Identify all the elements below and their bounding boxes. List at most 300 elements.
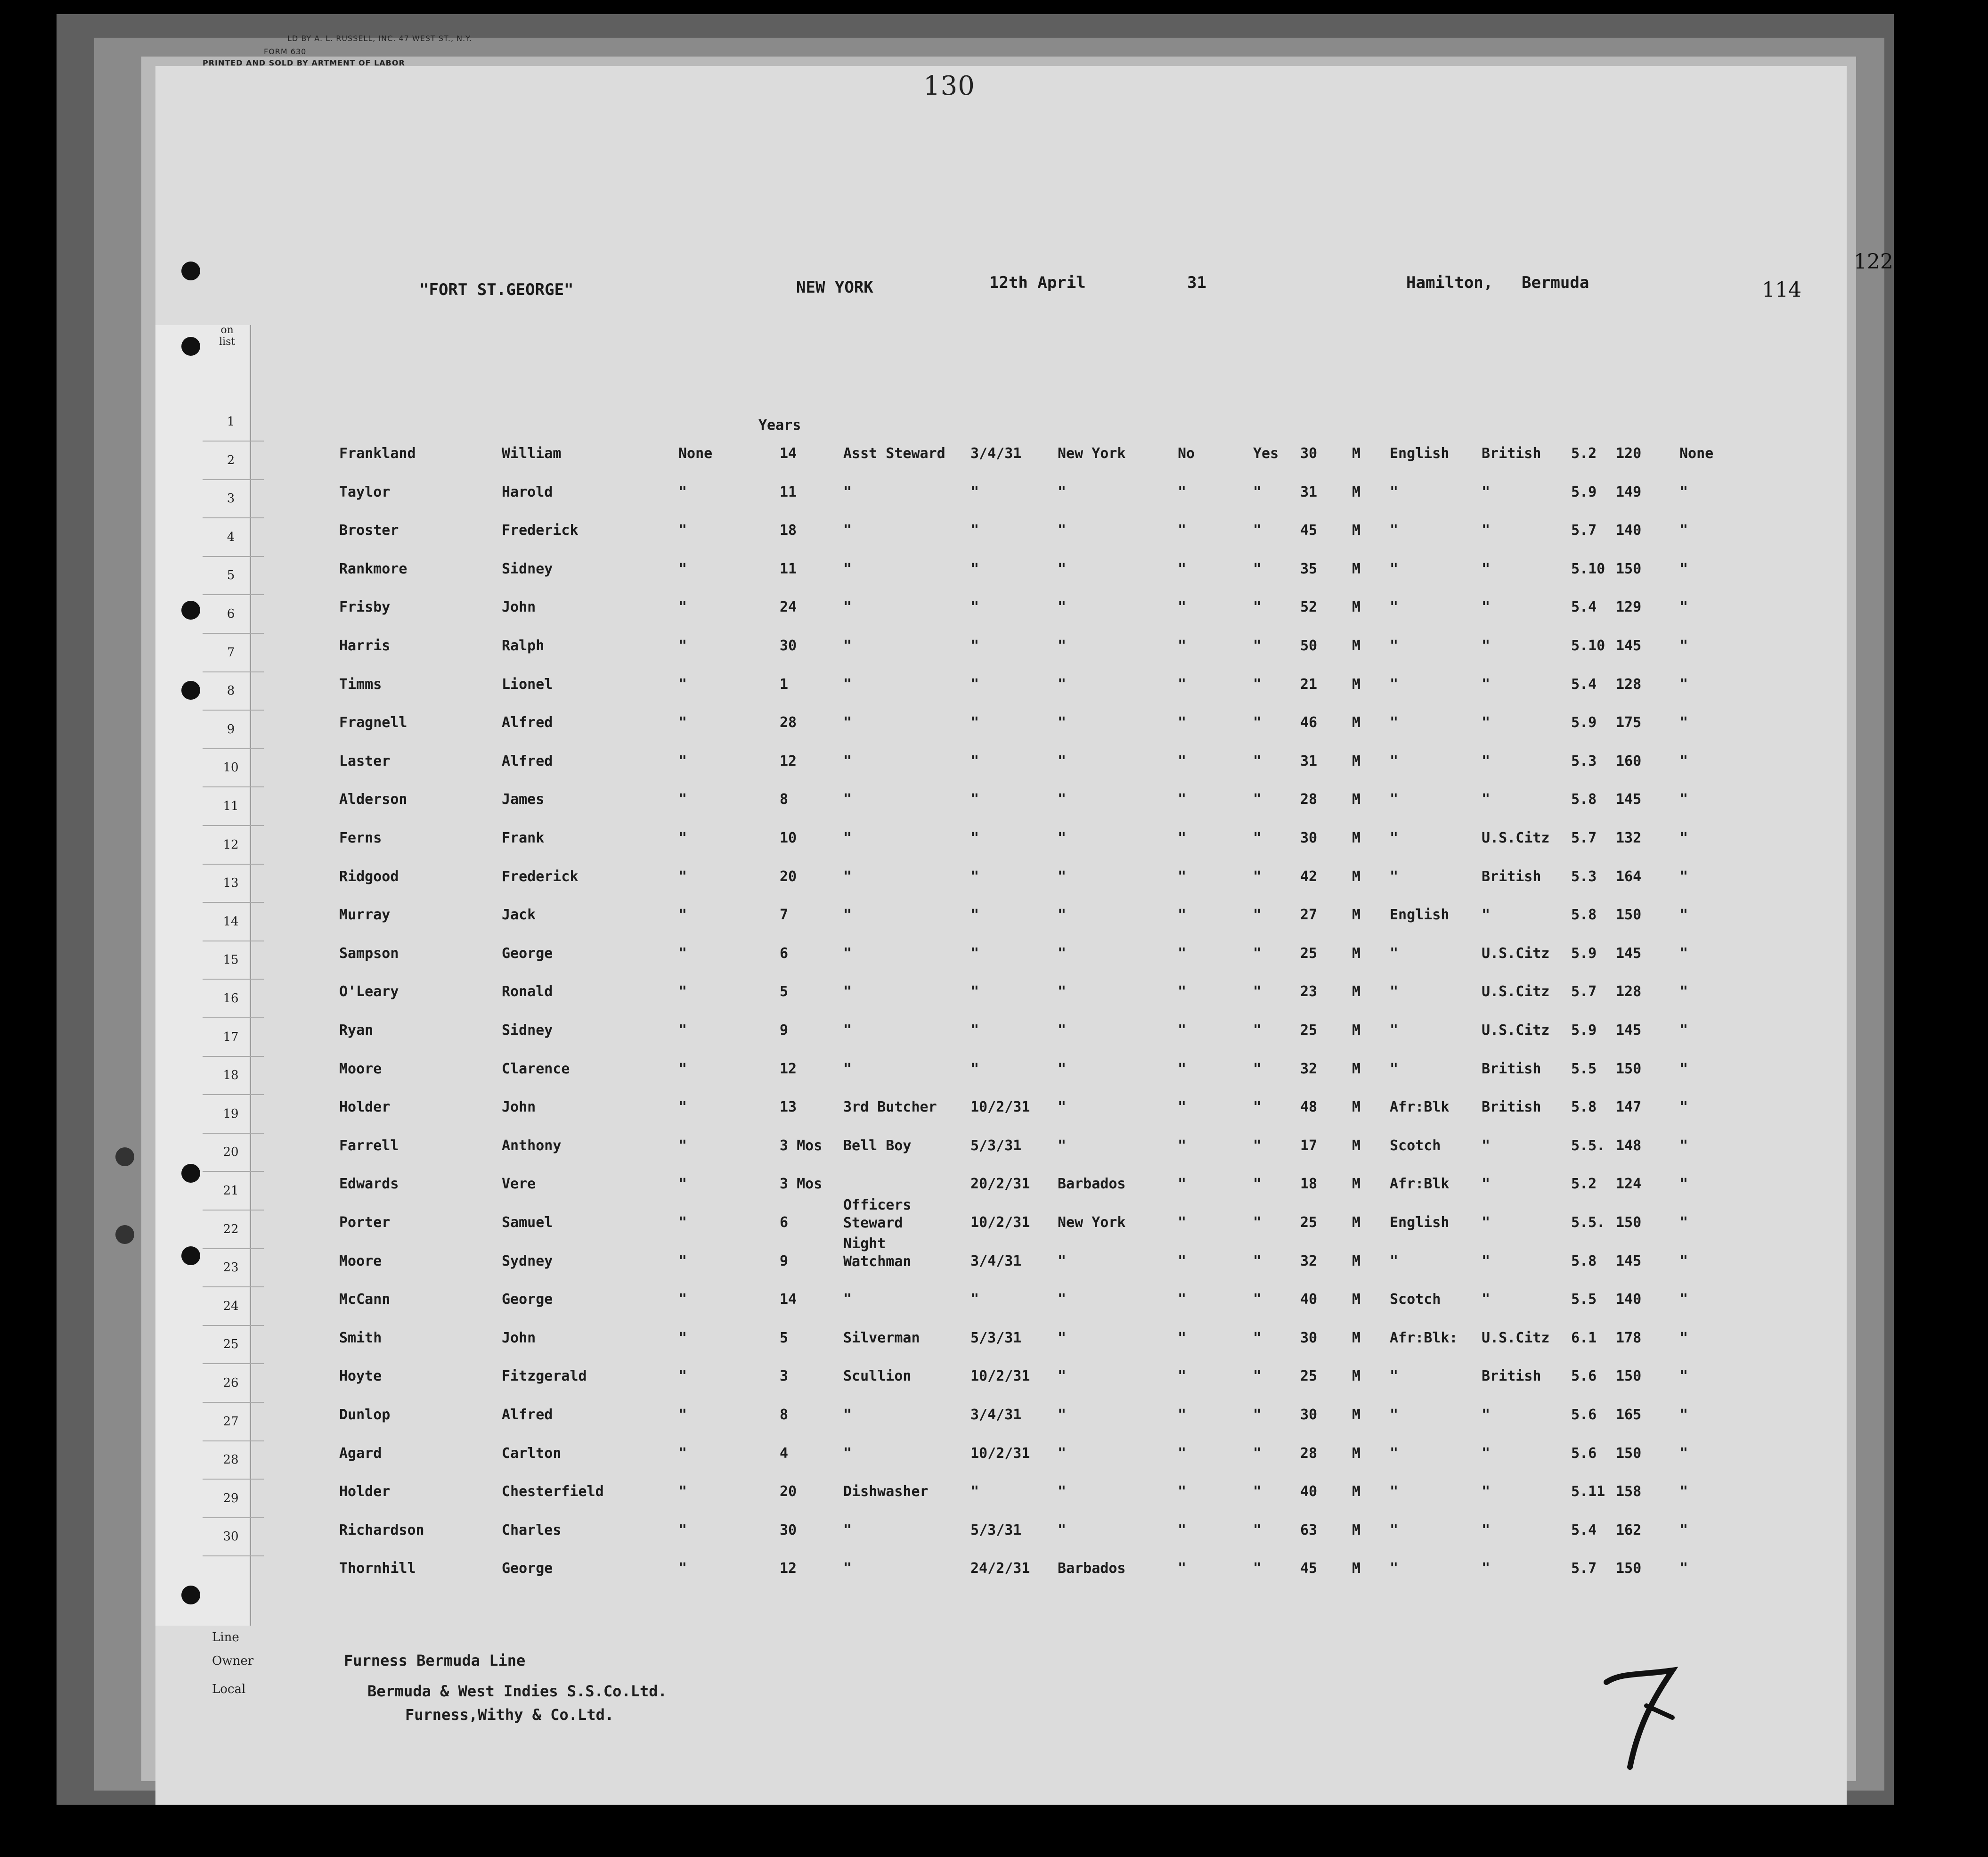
cell-eng: " [970,714,979,731]
cell-eng: " [970,1060,979,1077]
cell-marks: " [1679,638,1688,654]
line-number: 21 [223,1184,239,1198]
cell-sex: M [1352,1445,1361,1462]
cell-age: 30 [1300,1407,1318,1423]
cell-pos: " [843,753,852,769]
cell-ht: 5.7 [1571,1560,1597,1577]
cell-marks: " [1679,1329,1688,1346]
cell-yrs: 10 [780,830,797,846]
cell-eng: 10/2/31 [970,1445,1030,1462]
cell-nat: " [1482,1137,1491,1154]
line-number: 11 [223,799,239,813]
cell-eng: " [970,868,979,885]
cell-wt: 150 [1616,1214,1642,1231]
cell-marks: " [1679,522,1688,539]
cell-c9: " [1253,1522,1262,1538]
department-line: PRINTED AND SOLD BY ARTMENT OF LABOR [203,58,405,67]
cell-c3: " [678,1137,687,1154]
cell-wt: 145 [1616,945,1642,962]
cell-surname: Ferns [339,830,382,846]
cell-ht: 5.8 [1571,1099,1597,1116]
cell-age: 28 [1300,1445,1318,1462]
cell-pos: Silverman [843,1329,920,1346]
cell-race: Afr:Blk: [1390,1329,1458,1346]
cell-c3: " [678,599,687,616]
cell-wt: 145 [1616,1022,1642,1039]
cell-race: " [1390,1022,1399,1039]
cell-marks: " [1679,1022,1688,1039]
cell-c8: " [1178,522,1187,539]
cell-eng: 24/2/31 [970,1560,1030,1577]
cell-ht: 5.7 [1571,522,1597,539]
cell-marks: " [1679,1483,1688,1500]
cell-c8: " [1178,1099,1187,1116]
cell-wt: 160 [1616,753,1642,769]
cell-pos: " [843,830,852,846]
cell-c3: " [678,638,687,654]
cell-sex: M [1352,1560,1361,1577]
steamship-line: Furness Bermuda Line [344,1652,526,1669]
cell-pos: " [843,714,852,731]
line-number: 24 [223,1299,239,1313]
cell-race: " [1390,522,1399,539]
cell-sex: M [1352,599,1361,616]
ruled-line [203,1210,264,1211]
cell-c8: " [1178,1407,1187,1423]
cell-eng: 5/3/31 [970,1137,1022,1154]
cell-wt: 150 [1616,560,1642,577]
ruled-line [203,1402,264,1403]
cell-pos: " [843,983,852,1000]
ruled-line [203,517,264,518]
cell-sex: M [1352,714,1361,731]
cell-age: 31 [1300,483,1318,500]
cell-where: Barbados [1058,1560,1126,1577]
cell-c3: " [678,676,687,693]
cell-wt: 132 [1616,830,1642,846]
cell-sex: M [1352,1060,1361,1077]
line-number: 26 [223,1376,239,1390]
cell-where: " [1058,753,1067,769]
cell-pos: " [843,1022,852,1039]
cell-c9: " [1253,676,1262,693]
cell-marks: " [1679,1099,1688,1116]
cell-given: Frederick [502,522,578,539]
cell-where: " [1058,638,1067,654]
cell-marks: " [1679,1137,1688,1154]
cell-yrs: 4 [780,1445,789,1462]
cell-age: 32 [1300,1252,1318,1269]
ruled-line [203,1171,264,1172]
ruled-line [203,479,264,480]
cell-yrs: 12 [780,1560,797,1577]
cell-wt: 147 [1616,1099,1642,1116]
cell-given: Lionel [502,676,553,693]
cell-given: Ronald [502,983,553,1000]
cell-yrs: 7 [780,907,789,924]
handwritten-number: 130 [923,71,975,101]
cell-wt: 145 [1616,638,1642,654]
line-number: 14 [223,914,239,929]
cell-wt: 164 [1616,868,1642,885]
cell-c9: " [1253,1137,1262,1154]
cell-given: John [502,1099,536,1116]
cell-c8: " [1178,1291,1187,1308]
cell-pos: " [843,907,852,924]
cell-given: Sidney [502,560,553,577]
cell-surname: Thornhill [339,1560,416,1577]
cell-c3: " [678,1560,687,1577]
cell-age: 63 [1300,1522,1318,1538]
cell-yrs: 18 [780,522,797,539]
cell-c8: " [1178,791,1187,808]
cell-c9: " [1253,1560,1262,1577]
cell-pos: " [843,868,852,885]
cell-ht: 5.9 [1571,945,1597,962]
cell-c3: " [678,791,687,808]
cell-nat: " [1482,1560,1491,1577]
line-number: 12 [223,837,239,852]
line-number: 23 [223,1260,239,1275]
cell-age: 25 [1300,1022,1318,1039]
cell-pos: " [843,1522,852,1538]
cell-yrs: 5 [780,983,789,1000]
cell-c3: " [678,1022,687,1039]
line-number: 13 [223,876,239,891]
cell-c9: " [1253,599,1262,616]
cell-given: George [502,945,553,962]
cell-yrs: 20 [780,868,797,885]
cell-where: " [1058,599,1067,616]
cell-c9: " [1253,830,1262,846]
cell-given: Alfred [502,1407,553,1423]
cell-pos: " [843,522,852,539]
cell-wt: 145 [1616,1252,1642,1269]
cell-nat: " [1482,676,1491,693]
cell-surname: Fragnell [339,714,407,731]
cell-yrs: 5 [780,1329,789,1346]
cell-given: Alfred [502,714,553,731]
ruled-line [203,556,264,557]
cell-wt: 148 [1616,1137,1642,1154]
ruled-line [203,671,264,672]
cell-ht: 5.9 [1571,714,1597,731]
cell-sex: M [1352,907,1361,924]
cell-surname: Moore [339,1252,382,1269]
cell-c3: " [678,483,687,500]
corner-page-number: 122 [1854,250,1893,274]
ruled-line [203,1056,264,1057]
cell-surname: Farrell [339,1137,399,1154]
cell-given: John [502,599,536,616]
cell-wt: 150 [1616,1060,1642,1077]
cell-ht: 5.3 [1571,753,1597,769]
cell-pos: " [843,945,852,962]
cell-surname: Holder [339,1483,391,1500]
ruled-line [203,1248,264,1249]
cell-race: " [1390,1060,1399,1077]
cell-marks: " [1679,560,1688,577]
cell-ht: 5.9 [1571,483,1597,500]
cell-yrs: 9 [780,1252,789,1269]
cell-marks: " [1679,483,1688,500]
cell-surname: Hoyte [339,1368,382,1385]
cell-c8: " [1178,1329,1187,1346]
cell-age: 45 [1300,522,1318,539]
cell-eng: 10/2/31 [970,1368,1030,1385]
cell-where: " [1058,714,1067,731]
cell-ht: 5.5. [1571,1137,1605,1154]
ruled-line [203,748,264,749]
local-label: Local [212,1682,246,1696]
cell-race: " [1390,868,1399,885]
cell-sex: M [1352,1407,1361,1423]
cell-pos: " [843,599,852,616]
cell-c9: " [1253,638,1262,654]
cell-marks: " [1679,1560,1688,1577]
cell-ht: 5.8 [1571,907,1597,924]
cell-yrs: 8 [780,1407,789,1423]
cell-c9: " [1253,907,1262,924]
cell-ht: 5.4 [1571,599,1597,616]
cell-yrs: 12 [780,1060,797,1077]
line-number: 9 [227,722,235,736]
cell-yrs: 9 [780,1022,789,1039]
cell-c9: " [1253,1099,1262,1116]
cell-eng: 10/2/31 [970,1099,1030,1116]
cell-pos: " [843,1060,852,1077]
ruled-line [203,710,264,711]
cell-surname: Sampson [339,945,399,962]
cell-yrs: 14 [780,445,797,462]
arrival-date: 12th April [989,273,1086,292]
cell-c9: " [1253,483,1262,500]
cell-pos: Bell Boy [843,1137,912,1154]
cell-pos: " [843,1560,852,1577]
cell-nat: British [1482,868,1541,885]
cell-where: " [1058,1329,1067,1346]
cell-age: 40 [1300,1483,1318,1500]
cell-c3: " [678,1214,687,1231]
cell-age: 28 [1300,791,1318,808]
cell-where: " [1058,676,1067,693]
cell-age: 35 [1300,560,1318,577]
cell-marks: " [1679,907,1688,924]
cell-where: " [1058,1060,1067,1077]
cell-age: 25 [1300,945,1318,962]
cell-marks: " [1679,676,1688,693]
cell-race: " [1390,599,1399,616]
cell-yrs: 8 [780,791,789,808]
cell-yrs: 13 [780,1099,797,1116]
cell-race: " [1390,830,1399,846]
binder-hole [115,1225,134,1244]
cell-pos: " [843,1291,852,1308]
cell-c9: " [1253,1176,1262,1193]
arrival-year: 31 [1187,273,1206,292]
line-number: 1 [227,415,235,429]
cell-where: " [1058,1483,1067,1500]
cell-given: Carlton [502,1445,562,1462]
cell-race: English [1390,1214,1450,1231]
cell-c9: " [1253,1407,1262,1423]
line-number: 4 [227,530,235,544]
cell-ht: 6.1 [1571,1329,1597,1346]
cell-eng: " [970,830,979,846]
cell-wt: 162 [1616,1522,1642,1538]
binder-hole [115,1147,134,1166]
cell-surname: Laster [339,753,391,769]
cell-c8: " [1178,1252,1187,1269]
cell-surname: Harris [339,638,391,654]
cell-wt: 150 [1616,1368,1642,1385]
cell-eng: 10/2/31 [970,1214,1030,1231]
line-number: 29 [223,1491,239,1505]
cell-marks: " [1679,791,1688,808]
cell-surname: Moore [339,1060,382,1077]
cell-c3: " [678,1060,687,1077]
cell-nat: " [1482,599,1491,616]
cell-surname: O'Leary [339,983,399,1000]
cell-c3: " [678,1407,687,1423]
cell-race: " [1390,1368,1399,1385]
cell-wt: 129 [1616,599,1642,616]
cell-c8: " [1178,599,1187,616]
cell-c3: " [678,830,687,846]
cell-sex: M [1352,483,1361,500]
line-number: 25 [223,1337,239,1352]
cell-surname: Rankmore [339,560,407,577]
cell-age: 46 [1300,714,1318,731]
cell-yrs: 28 [780,714,797,731]
cell-nat: British [1482,1368,1541,1385]
cell-pos: " [843,638,852,654]
cell-marks: " [1679,1445,1688,1462]
line-number: 18 [223,1068,239,1083]
cell-race: " [1390,638,1399,654]
cell-nat: " [1482,1522,1491,1538]
line-number: 3 [227,491,235,506]
cell-c3: " [678,1099,687,1116]
cell-nat: " [1482,1483,1491,1500]
cell-marks: " [1679,1407,1688,1423]
line-number: 7 [227,645,235,660]
cell-surname: Richardson [339,1522,424,1538]
cell-surname: Holder [339,1099,391,1116]
cell-where: " [1058,945,1067,962]
cell-yrs: 3 Mos [780,1137,823,1154]
cell-surname: Frisby [339,599,391,616]
cell-c3: " [678,945,687,962]
cell-wt: 140 [1616,522,1642,539]
cell-surname: McCann [339,1291,391,1308]
cell-where: New York [1058,445,1126,462]
cell-c9: " [1253,1022,1262,1039]
cell-pos: Night Watchman [843,1235,912,1270]
cell-nat: " [1482,1407,1491,1423]
cell-wt: 120 [1616,445,1642,462]
cell-pos: " [843,1445,852,1462]
ruled-line [203,786,264,787]
cell-where: " [1058,522,1067,539]
line-number: 30 [223,1530,239,1544]
ruled-line [203,979,264,980]
cell-pos: " [843,791,852,808]
cell-nat: " [1482,714,1491,731]
cell-c8: " [1178,483,1187,500]
cell-sex: M [1352,676,1361,693]
cell-surname: Alderson [339,791,407,808]
cell-nat: " [1482,753,1491,769]
ruled-line [203,902,264,903]
cell-where: " [1058,1099,1067,1116]
cell-marks: " [1679,945,1688,962]
cell-c3: " [678,714,687,731]
cell-nat: " [1482,1445,1491,1462]
printer-line: LD BY A. L. RUSSELL, INC. 47 WEST ST., N.Y. [287,34,472,43]
local-agent: Furness,Withy & Co.Ltd. [405,1706,614,1724]
cell-c3: " [678,560,687,577]
cell-wt: 178 [1616,1329,1642,1346]
cell-c8: " [1178,1137,1187,1154]
ruled-line [203,594,264,595]
cell-eng: 3/4/31 [970,1407,1022,1423]
cell-race: " [1390,1560,1399,1577]
cell-c3: " [678,522,687,539]
cell-given: James [502,791,545,808]
cell-yrs: 24 [780,599,797,616]
cell-race: " [1390,1483,1399,1500]
cell-c3: " [678,1291,687,1308]
binder-hole [181,1246,200,1265]
cell-marks: " [1679,1291,1688,1308]
cell-where: Barbados [1058,1176,1126,1193]
cell-sex: M [1352,830,1361,846]
cell-c9: Yes [1253,445,1279,462]
cell-ht: 5.2 [1571,445,1597,462]
cell-c9: " [1253,1291,1262,1308]
cell-ht: 5.6 [1571,1407,1597,1423]
cell-c9: " [1253,945,1262,962]
cell-age: 18 [1300,1176,1318,1193]
cell-pos: " [843,483,852,500]
cell-eng: 20/2/31 [970,1176,1030,1193]
cell-race: " [1390,945,1399,962]
ruled-line [203,1094,264,1095]
cell-surname: Ryan [339,1022,374,1039]
cell-c9: " [1253,753,1262,769]
cell-c9: " [1253,1445,1262,1462]
cell-surname: Dunlop [339,1407,391,1423]
cell-eng: " [970,983,979,1000]
cell-eng: " [970,560,979,577]
cell-yrs: 1 [780,676,789,693]
cell-ht: 5.5. [1571,1214,1605,1231]
cell-age: 30 [1300,1329,1318,1346]
cell-age: 25 [1300,1214,1318,1231]
cell-race: Afr:Blk [1390,1099,1450,1116]
cell-pos: Officers Steward [843,1197,912,1231]
cell-eng: 3/4/31 [970,445,1022,462]
cell-c8: " [1178,945,1187,962]
cell-yrs: 12 [780,753,797,769]
cell-c9: " [1253,560,1262,577]
cell-c9: " [1253,1252,1262,1269]
cell-nat: British [1482,1099,1541,1116]
cell-nat: U.S.Citz [1482,1329,1550,1346]
cell-age: 27 [1300,907,1318,924]
ruled-line [203,1440,264,1441]
